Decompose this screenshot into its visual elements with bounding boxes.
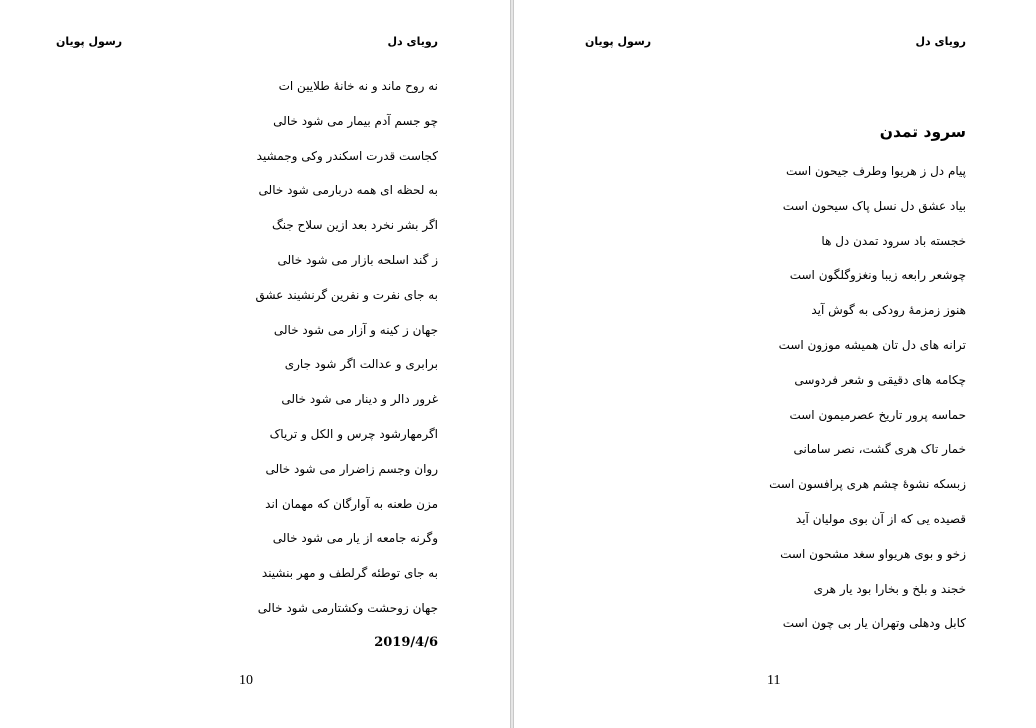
poem-line: روان وجسم زاضرار می شود خالی [265,461,438,476]
poem-line: کابل ودهلی وتهران یار بی چون است [782,616,966,631]
left-header-book-title: رویای دل [387,35,438,48]
poem-line: هنوز زمزمۀ رودکی به گوش آید [811,303,966,318]
poem-line: به لحظه ای همه دربارمی شود خالی [258,183,438,198]
poem-line: کجاست قدرت اسکندر وکی وجمشید [256,148,438,163]
poem-line: ز گند اسلحه بازار می شود خالی [277,252,438,267]
left-page [0,0,510,728]
poem-line: حماسه پرور تاریخ عصرمیمون است [789,407,966,422]
poem-line: برابری و عدالت اگر شود جاری [284,357,438,372]
poem-line: چو جسم آدم بیمار می شود خالی [273,113,438,128]
poem-line: جهان زوحشت وکشتارمی شود خالی [257,600,438,615]
poem-line: زبسکه نشوۀ چشم هری پرافسون است [769,477,966,492]
left-page-number: 10 [239,673,253,688]
poem-line: ترانه های دل تان همیشه موزون است [778,337,966,352]
left-header-author: رسول پویان [56,35,123,48]
poem-line: اگرمهارشود چرس و الکل و تریاک [269,426,438,441]
right-header-book-title: رویای دل [915,35,966,48]
poem-line: پیام دل ز هریوا وطرف جیحون است [786,164,966,178]
poem-line: مزن طعنه به آوارگان که مهمان اند [265,496,438,511]
right-page [514,0,1036,728]
poem-line: چوشعر رابعه زیبا ونغزوگلگون است [789,268,966,283]
poem-line: به جای نفرت و نفرین گرنشیند عشق [255,287,438,302]
poem-line: زخو و بوی هریواو سغد مشحون است [780,546,966,561]
poem-line: خجسته باد سرود تمدن دل ها [821,233,966,248]
poem-title: سرود تمدن [879,123,966,141]
left-poem-lines [255,69,438,626]
poem-line: نه روح ماند و نه خانۀ طلایین ات [278,79,438,93]
right-page-number: 11 [767,673,781,688]
poem-line: چکامه های دقیقی و شعر فردوسی [794,372,966,387]
right-header-author: رسول پویان [585,35,652,48]
poem-line: بیاد عشق دل نسل پاک سیحون است [782,198,966,213]
right-poem-lines [769,154,966,641]
poem-line: غرور دالر و دینار می شود خالی [281,392,438,407]
poem-line: قصیده یی که از آن بوی مولیان آید [795,511,966,526]
poem-line: خجند و بلخ و بخارا بود یار هری [813,581,966,596]
poem-line: وگرنه جامعه از یار می شود خالی [272,531,438,546]
poem-date: 2019/4/6 [374,635,438,650]
poem-line: جهان ز کینه و آزار می شود خالی [273,322,438,337]
poem-line: خمار تاک هری گشت، نصر سامانی [793,442,966,457]
poem-line: اگر بشر نخرد بعد ازین سلاح جنگ [271,218,438,233]
poem-line: به جای توطئه گرلطف و مهر بنشیند [261,566,438,581]
